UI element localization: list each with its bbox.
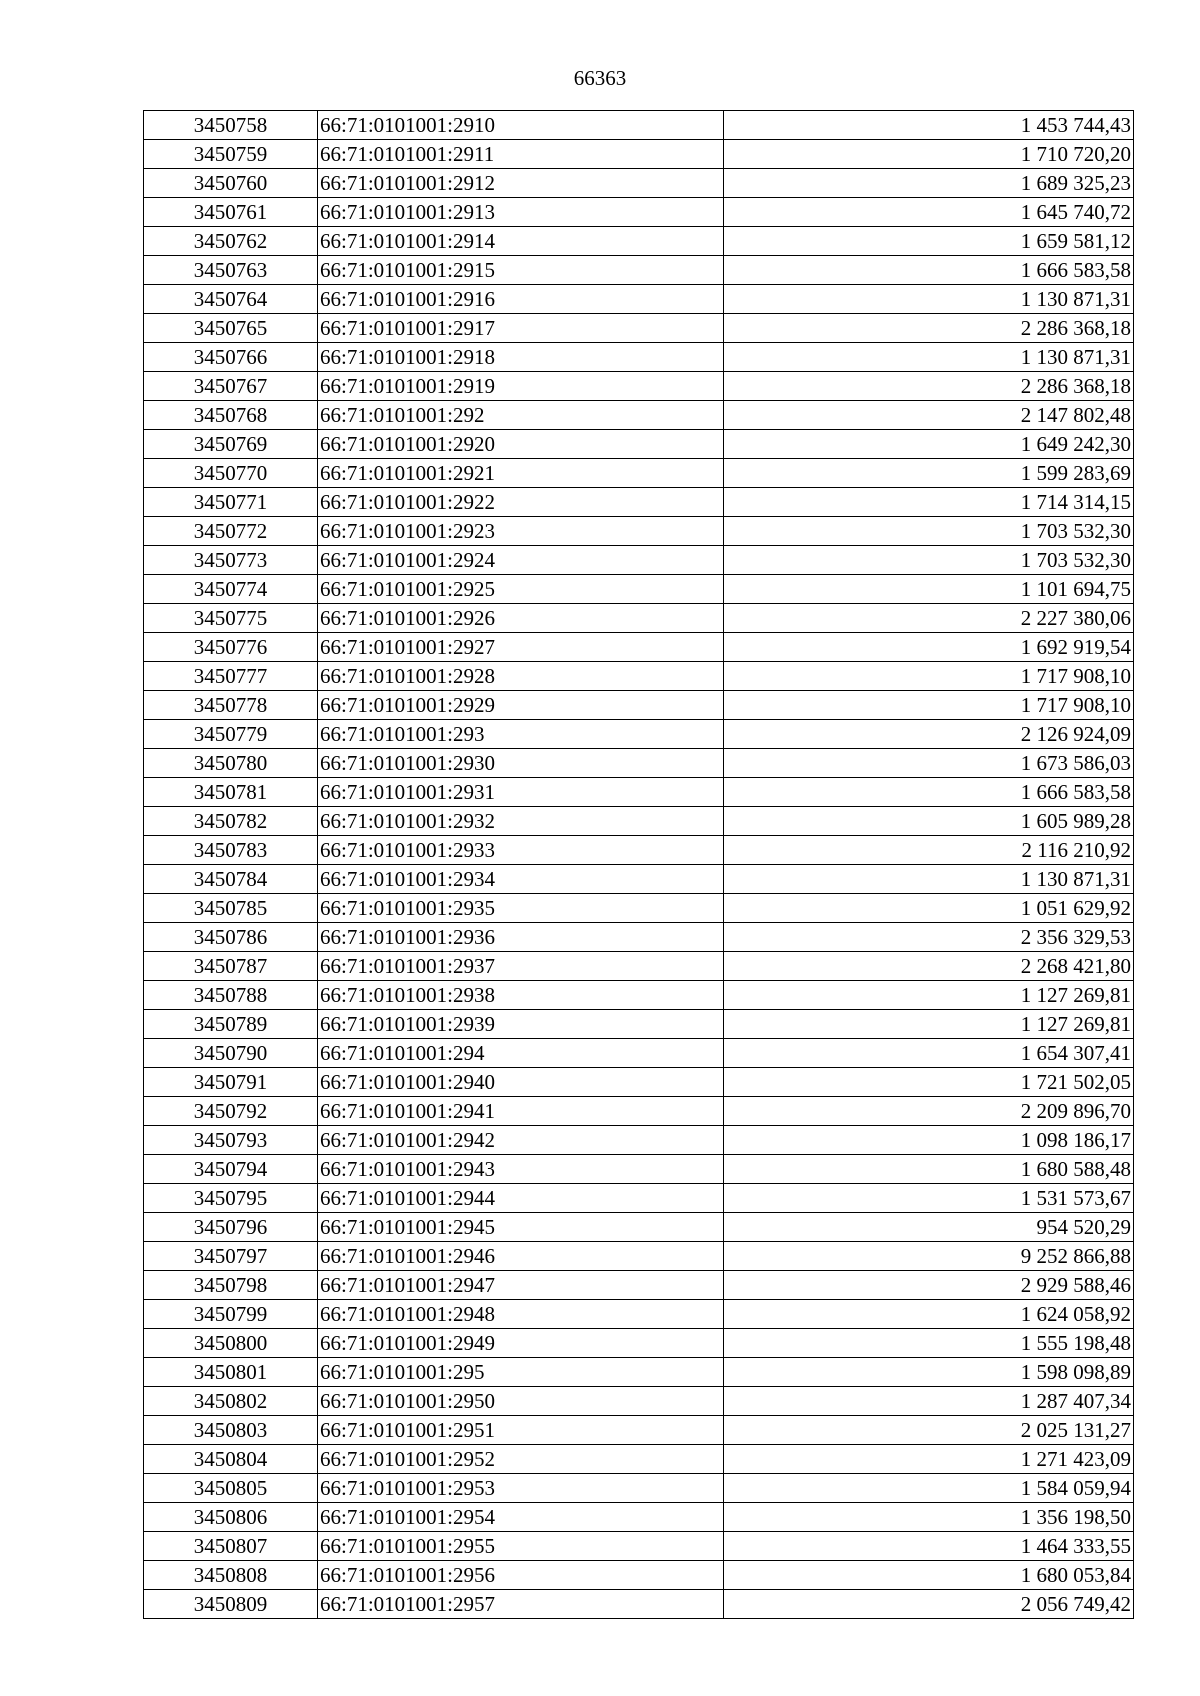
cadastral-value-cell: 2 268 421,80 <box>724 952 1134 981</box>
table-row <box>144 1503 1134 1532</box>
table-row <box>144 923 1134 952</box>
cadastral-value-cell: 1 680 588,48 <box>724 1155 1134 1184</box>
table-row <box>144 430 1134 459</box>
cadastral-value-cell: 1 127 269,81 <box>724 1010 1134 1039</box>
cadastral-value-cell: 1 703 532,30 <box>724 517 1134 546</box>
cadastral-value-cell: 1 717 908,10 <box>724 691 1134 720</box>
cadastral-value-cell: 2 056 749,42 <box>724 1590 1134 1619</box>
cadastral-number-cell: 66:71:0101001:292 <box>318 401 724 430</box>
cadastral-value-cell: 2 126 924,09 <box>724 720 1134 749</box>
table-row <box>144 1387 1134 1416</box>
row-id-cell: 3450782 <box>144 807 318 836</box>
row-id-cell: 3450766 <box>144 343 318 372</box>
row-id-cell: 3450795 <box>144 1184 318 1213</box>
row-id-cell: 3450785 <box>144 894 318 923</box>
table-row <box>144 865 1134 894</box>
cadastral-value-cell: 1 624 058,92 <box>724 1300 1134 1329</box>
table-row <box>144 314 1134 343</box>
row-id-cell: 3450769 <box>144 430 318 459</box>
row-id-cell: 3450774 <box>144 575 318 604</box>
cadastral-number-cell: 66:71:0101001:2948 <box>318 1300 724 1329</box>
table-row <box>144 1271 1134 1300</box>
cadastral-value-cell: 1 645 740,72 <box>724 198 1134 227</box>
cadastral-number-cell: 66:71:0101001:2942 <box>318 1126 724 1155</box>
row-id-cell: 3450807 <box>144 1532 318 1561</box>
cadastral-value-cell: 1 654 307,41 <box>724 1039 1134 1068</box>
cadastral-number-cell: 66:71:0101001:2925 <box>318 575 724 604</box>
table-row <box>144 720 1134 749</box>
row-id-cell: 3450771 <box>144 488 318 517</box>
row-id-cell: 3450789 <box>144 1010 318 1039</box>
row-id-cell: 3450796 <box>144 1213 318 1242</box>
row-id-cell: 3450791 <box>144 1068 318 1097</box>
row-id-cell: 3450758 <box>144 111 318 140</box>
table-row <box>144 1561 1134 1590</box>
cadastral-number-cell: 66:71:0101001:2944 <box>318 1184 724 1213</box>
cadastral-number-cell: 66:71:0101001:2929 <box>318 691 724 720</box>
cadastral-number-cell: 66:71:0101001:2933 <box>318 836 724 865</box>
cadastral-number-cell: 66:71:0101001:2928 <box>318 662 724 691</box>
table-row <box>144 1242 1134 1271</box>
table-body <box>144 111 1134 1619</box>
row-id-cell: 3450768 <box>144 401 318 430</box>
row-id-cell: 3450800 <box>144 1329 318 1358</box>
table-row <box>144 604 1134 633</box>
cadastral-value-cell: 1 689 325,23 <box>724 169 1134 198</box>
row-id-cell: 3450784 <box>144 865 318 894</box>
cadastral-value-cell: 2 227 380,06 <box>724 604 1134 633</box>
cadastral-value-cell: 1 051 629,92 <box>724 894 1134 923</box>
cadastral-value-cell: 2 286 368,18 <box>724 314 1134 343</box>
row-id-cell: 3450805 <box>144 1474 318 1503</box>
table-row <box>144 575 1134 604</box>
cadastral-number-cell: 66:71:0101001:2951 <box>318 1416 724 1445</box>
row-id-cell: 3450793 <box>144 1126 318 1155</box>
cadastral-number-cell: 66:71:0101001:293 <box>318 720 724 749</box>
table-row <box>144 198 1134 227</box>
table-row <box>144 836 1134 865</box>
row-id-cell: 3450765 <box>144 314 318 343</box>
row-id-cell: 3450804 <box>144 1445 318 1474</box>
cadastral-number-cell: 66:71:0101001:295 <box>318 1358 724 1387</box>
row-id-cell: 3450780 <box>144 749 318 778</box>
cadastral-number-cell: 66:71:0101001:2919 <box>318 372 724 401</box>
cadastral-number-cell: 66:71:0101001:2922 <box>318 488 724 517</box>
cadastral-number-cell: 66:71:0101001:2932 <box>318 807 724 836</box>
row-id-cell: 3450763 <box>144 256 318 285</box>
cadastral-value-cell: 1 692 919,54 <box>724 633 1134 662</box>
row-id-cell: 3450779 <box>144 720 318 749</box>
table-row <box>144 691 1134 720</box>
table-row <box>144 1474 1134 1503</box>
cadastral-number-cell: 66:71:0101001:2910 <box>318 111 724 140</box>
cadastral-number-cell: 66:71:0101001:2918 <box>318 343 724 372</box>
cadastral-value-cell: 1 599 283,69 <box>724 459 1134 488</box>
cadastral-number-cell: 66:71:0101001:294 <box>318 1039 724 1068</box>
cadastral-number-cell: 66:71:0101001:2921 <box>318 459 724 488</box>
cadastral-value-cell: 1 605 989,28 <box>724 807 1134 836</box>
row-id-cell: 3450790 <box>144 1039 318 1068</box>
cadastral-value-cell: 2 116 210,92 <box>724 836 1134 865</box>
row-id-cell: 3450767 <box>144 372 318 401</box>
table-row <box>144 111 1134 140</box>
table-row <box>144 343 1134 372</box>
row-id-cell: 3450792 <box>144 1097 318 1126</box>
row-id-cell: 3450776 <box>144 633 318 662</box>
cadastral-number-cell: 66:71:0101001:2913 <box>318 198 724 227</box>
table-row <box>144 1300 1134 1329</box>
cadastral-number-cell: 66:71:0101001:2937 <box>318 952 724 981</box>
table-row <box>144 894 1134 923</box>
cadastral-number-cell: 66:71:0101001:2934 <box>318 865 724 894</box>
cadastral-value-cell: 1 101 694,75 <box>724 575 1134 604</box>
cadastral-number-cell: 66:71:0101001:2914 <box>318 227 724 256</box>
row-id-cell: 3450781 <box>144 778 318 807</box>
row-id-cell: 3450803 <box>144 1416 318 1445</box>
table-row <box>144 778 1134 807</box>
cadastral-value-cell: 2 929 588,46 <box>724 1271 1134 1300</box>
row-id-cell: 3450794 <box>144 1155 318 1184</box>
row-id-cell: 3450777 <box>144 662 318 691</box>
cadastral-value-cell: 1 659 581,12 <box>724 227 1134 256</box>
table-row <box>144 140 1134 169</box>
cadastral-number-cell: 66:71:0101001:2941 <box>318 1097 724 1126</box>
table-row <box>144 1532 1134 1561</box>
cadastral-number-cell: 66:71:0101001:2939 <box>318 1010 724 1039</box>
cadastral-value-table <box>143 110 1134 1619</box>
cadastral-number-cell: 66:71:0101001:2952 <box>318 1445 724 1474</box>
row-id-cell: 3450761 <box>144 198 318 227</box>
cadastral-number-cell: 66:71:0101001:2953 <box>318 1474 724 1503</box>
cadastral-number-cell: 66:71:0101001:2949 <box>318 1329 724 1358</box>
table-row <box>144 1445 1134 1474</box>
table-row <box>144 1213 1134 1242</box>
table-row <box>144 401 1134 430</box>
table-row <box>144 517 1134 546</box>
table-row <box>144 1068 1134 1097</box>
cadastral-number-cell: 66:71:0101001:2955 <box>318 1532 724 1561</box>
cadastral-number-cell: 66:71:0101001:2924 <box>318 546 724 575</box>
row-id-cell: 3450788 <box>144 981 318 1010</box>
cadastral-number-cell: 66:71:0101001:2920 <box>318 430 724 459</box>
cadastral-value-cell: 1 717 908,10 <box>724 662 1134 691</box>
cadastral-number-cell: 66:71:0101001:2915 <box>318 256 724 285</box>
table-row <box>144 1010 1134 1039</box>
cadastral-value-cell: 2 147 802,48 <box>724 401 1134 430</box>
cadastral-value-cell: 2 286 368,18 <box>724 372 1134 401</box>
table-row <box>144 372 1134 401</box>
row-id-cell: 3450808 <box>144 1561 318 1590</box>
table-row <box>144 1039 1134 1068</box>
cadastral-value-cell: 9 252 866,88 <box>724 1242 1134 1271</box>
table-row <box>144 285 1134 314</box>
cadastral-value-cell: 1 584 059,94 <box>724 1474 1134 1503</box>
table-row <box>144 1590 1134 1619</box>
row-id-cell: 3450773 <box>144 546 318 575</box>
cadastral-number-cell: 66:71:0101001:2911 <box>318 140 724 169</box>
table-row <box>144 1329 1134 1358</box>
cadastral-value-cell: 1 287 407,34 <box>724 1387 1134 1416</box>
cadastral-number-cell: 66:71:0101001:2956 <box>318 1561 724 1590</box>
row-id-cell: 3450783 <box>144 836 318 865</box>
row-id-cell: 3450775 <box>144 604 318 633</box>
row-id-cell: 3450802 <box>144 1387 318 1416</box>
cadastral-number-cell: 66:71:0101001:2927 <box>318 633 724 662</box>
row-id-cell: 3450798 <box>144 1271 318 1300</box>
cadastral-number-cell: 66:71:0101001:2938 <box>318 981 724 1010</box>
cadastral-number-cell: 66:71:0101001:2950 <box>318 1387 724 1416</box>
table-row <box>144 749 1134 778</box>
table-row <box>144 662 1134 691</box>
cadastral-value-cell: 1 464 333,55 <box>724 1532 1134 1561</box>
cadastral-value-cell: 1 555 198,48 <box>724 1329 1134 1358</box>
row-id-cell: 3450801 <box>144 1358 318 1387</box>
cadastral-value-cell: 1 649 242,30 <box>724 430 1134 459</box>
row-id-cell: 3450760 <box>144 169 318 198</box>
cadastral-value-cell: 1 666 583,58 <box>724 256 1134 285</box>
cadastral-number-cell: 66:71:0101001:2917 <box>318 314 724 343</box>
cadastral-number-cell: 66:71:0101001:2954 <box>318 1503 724 1532</box>
row-id-cell: 3450809 <box>144 1590 318 1619</box>
cadastral-value-cell: 1 356 198,50 <box>724 1503 1134 1532</box>
table-row <box>144 1184 1134 1213</box>
cadastral-value-cell: 1 703 532,30 <box>724 546 1134 575</box>
cadastral-value-cell: 1 098 186,17 <box>724 1126 1134 1155</box>
table-row <box>144 981 1134 1010</box>
cadastral-value-cell: 1 271 423,09 <box>724 1445 1134 1474</box>
page-number: 66363 <box>573 66 627 90</box>
cadastral-number-cell: 66:71:0101001:2931 <box>318 778 724 807</box>
table-row <box>144 807 1134 836</box>
cadastral-number-cell: 66:71:0101001:2916 <box>318 285 724 314</box>
table-row <box>144 1097 1134 1126</box>
table-row <box>144 256 1134 285</box>
cadastral-number-cell: 66:71:0101001:2940 <box>318 1068 724 1097</box>
row-id-cell: 3450806 <box>144 1503 318 1532</box>
cadastral-number-cell: 66:71:0101001:2947 <box>318 1271 724 1300</box>
table-row <box>144 169 1134 198</box>
row-id-cell: 3450762 <box>144 227 318 256</box>
table-row <box>144 1126 1134 1155</box>
cadastral-value-cell: 1 710 720,20 <box>724 140 1134 169</box>
row-id-cell: 3450759 <box>144 140 318 169</box>
cadastral-value-cell: 1 721 502,05 <box>724 1068 1134 1097</box>
cadastral-value-cell: 1 130 871,31 <box>724 343 1134 372</box>
table-row <box>144 1358 1134 1387</box>
row-id-cell: 3450799 <box>144 1300 318 1329</box>
table-row <box>144 459 1134 488</box>
table-row <box>144 633 1134 662</box>
table-row <box>144 1155 1134 1184</box>
cadastral-value-cell: 1 598 098,89 <box>724 1358 1134 1387</box>
cadastral-number-cell: 66:71:0101001:2923 <box>318 517 724 546</box>
row-id-cell: 3450764 <box>144 285 318 314</box>
cadastral-value-cell: 2 356 329,53 <box>724 923 1134 952</box>
cadastral-value-cell: 1 714 314,15 <box>724 488 1134 517</box>
cadastral-value-cell: 1 130 871,31 <box>724 285 1134 314</box>
cadastral-number-cell: 66:71:0101001:2943 <box>318 1155 724 1184</box>
cadastral-number-cell: 66:71:0101001:2930 <box>318 749 724 778</box>
cadastral-value-cell: 2 209 896,70 <box>724 1097 1134 1126</box>
cadastral-value-cell: 1 130 871,31 <box>724 865 1134 894</box>
table-row <box>144 227 1134 256</box>
cadastral-number-cell: 66:71:0101001:2946 <box>318 1242 724 1271</box>
row-id-cell: 3450787 <box>144 952 318 981</box>
cadastral-number-cell: 66:71:0101001:2935 <box>318 894 724 923</box>
table-row <box>144 952 1134 981</box>
row-id-cell: 3450786 <box>144 923 318 952</box>
row-id-cell: 3450770 <box>144 459 318 488</box>
row-id-cell: 3450778 <box>144 691 318 720</box>
cadastral-value-cell: 2 025 131,27 <box>724 1416 1134 1445</box>
row-id-cell: 3450797 <box>144 1242 318 1271</box>
cadastral-value-cell: 1 680 053,84 <box>724 1561 1134 1590</box>
row-id-cell: 3450772 <box>144 517 318 546</box>
table-row <box>144 488 1134 517</box>
table-row <box>144 1416 1134 1445</box>
cadastral-value-cell: 1 127 269,81 <box>724 981 1134 1010</box>
cadastral-number-cell: 66:71:0101001:2957 <box>318 1590 724 1619</box>
cadastral-value-cell: 1 666 583,58 <box>724 778 1134 807</box>
cadastral-number-cell: 66:71:0101001:2945 <box>318 1213 724 1242</box>
cadastral-number-cell: 66:71:0101001:2926 <box>318 604 724 633</box>
cadastral-value-cell: 1 531 573,67 <box>724 1184 1134 1213</box>
cadastral-number-cell: 66:71:0101001:2912 <box>318 169 724 198</box>
cadastral-value-cell: 1 673 586,03 <box>724 749 1134 778</box>
table-row <box>144 546 1134 575</box>
cadastral-number-cell: 66:71:0101001:2936 <box>318 923 724 952</box>
cadastral-value-cell: 954 520,29 <box>724 1213 1134 1242</box>
cadastral-value-cell: 1 453 744,43 <box>724 111 1134 140</box>
